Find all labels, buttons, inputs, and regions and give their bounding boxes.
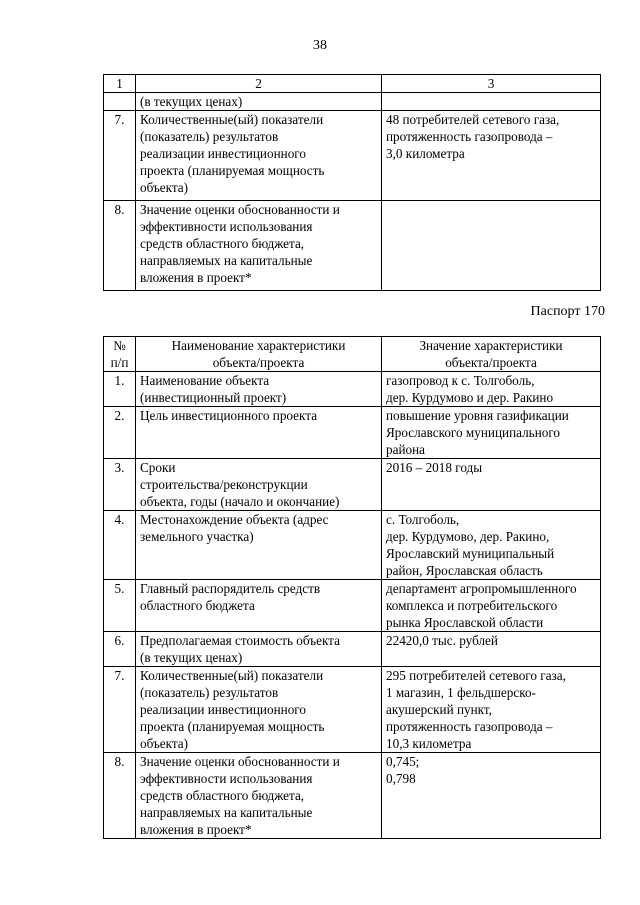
row-value: 2016 – 2018 годы (382, 459, 601, 511)
table-row (104, 407, 601, 459)
header-cell: № п/п (104, 337, 136, 372)
table-row (104, 372, 601, 407)
passport-title: Паспорт 170 (530, 304, 605, 319)
row-number: 7. (104, 667, 136, 753)
row-name: Количественные(ый) показатели (показатель) результатов реализации инвестиционного проекта (планируемая мощность объекта) (136, 111, 382, 201)
row-number: 2. (104, 407, 136, 459)
row-name: Значение оценки обоснованности и эффективности использования средств областного бюджета, направляемых на капитальные вложения в проект* (136, 753, 382, 839)
row-name: (в текущих ценах) (136, 93, 382, 111)
header-cell: 3 (382, 75, 601, 93)
row-name: Сроки строительства/реконструкции объекта, годы (начало и окончание) (136, 459, 382, 511)
row-number: 1. (104, 372, 136, 407)
row-name: Значение оценки обоснованности и эффективности использования средств областного бюджета, направляемых на капитальные вложения в проект* (136, 201, 382, 291)
row-value: 22420,0 тыс. рублей (382, 632, 601, 667)
table-row (104, 667, 601, 753)
passport-table (103, 336, 601, 839)
header-cell: Наименование характеристики объекта/проекта (136, 337, 382, 372)
row-number: 8. (104, 753, 136, 839)
table-row (104, 580, 601, 632)
row-value (382, 93, 601, 111)
page-number: 38 (313, 38, 327, 53)
row-value: 48 потребителей сетевого газа, протяженность газопровода – 3,0 километра (382, 111, 601, 201)
table-row (104, 93, 601, 111)
table-row (104, 459, 601, 511)
row-value: газопровод к с. Толгоболь, дер. Курдумово и дер. Ракино (382, 372, 601, 407)
table-row (104, 111, 601, 201)
table-row (104, 632, 601, 667)
row-number: 4. (104, 511, 136, 580)
row-value: 0,745; 0,798 (382, 753, 601, 839)
project-table-continued (103, 74, 601, 291)
table-header-row (104, 337, 601, 372)
table-row (104, 753, 601, 839)
header-cell: 1 (104, 75, 136, 93)
row-number: 8. (104, 201, 136, 291)
row-number (104, 93, 136, 111)
row-name: Количественные(ый) показатели (показатель) результатов реализации инвестиционного проекта (планируемая мощность объекта) (136, 667, 382, 753)
row-number: 6. (104, 632, 136, 667)
row-number: 3. (104, 459, 136, 511)
header-cell: Значение характеристики объекта/проекта (382, 337, 601, 372)
table-header-row (104, 75, 601, 93)
row-name: Цель инвестиционного проекта (136, 407, 382, 459)
row-name: Местонахождение объекта (адрес земельного участка) (136, 511, 382, 580)
row-name: Главный распорядитель средств областного бюджета (136, 580, 382, 632)
row-name: Наименование объекта (инвестиционный проект) (136, 372, 382, 407)
row-value: 295 потребителей сетевого газа, 1 магазин, 1 фельдшерско- акушерский пункт, протяженность газопровода – 10,3 километра (382, 667, 601, 753)
table-row (104, 511, 601, 580)
table-row (104, 201, 601, 291)
row-name: Предполагаемая стоимость объекта (в текущих ценах) (136, 632, 382, 667)
header-cell: 2 (136, 75, 382, 93)
row-value: департамент агропромышленного комплекса и потребительского рынка Ярославской области (382, 580, 601, 632)
row-number: 7. (104, 111, 136, 201)
row-value (382, 201, 601, 291)
row-value: с. Толгоболь, дер. Курдумово, дер. Ракино, Ярославский муниципальный район, Ярославская область (382, 511, 601, 580)
row-number: 5. (104, 580, 136, 632)
row-value: повышение уровня газификации Ярославского муниципального района (382, 407, 601, 459)
